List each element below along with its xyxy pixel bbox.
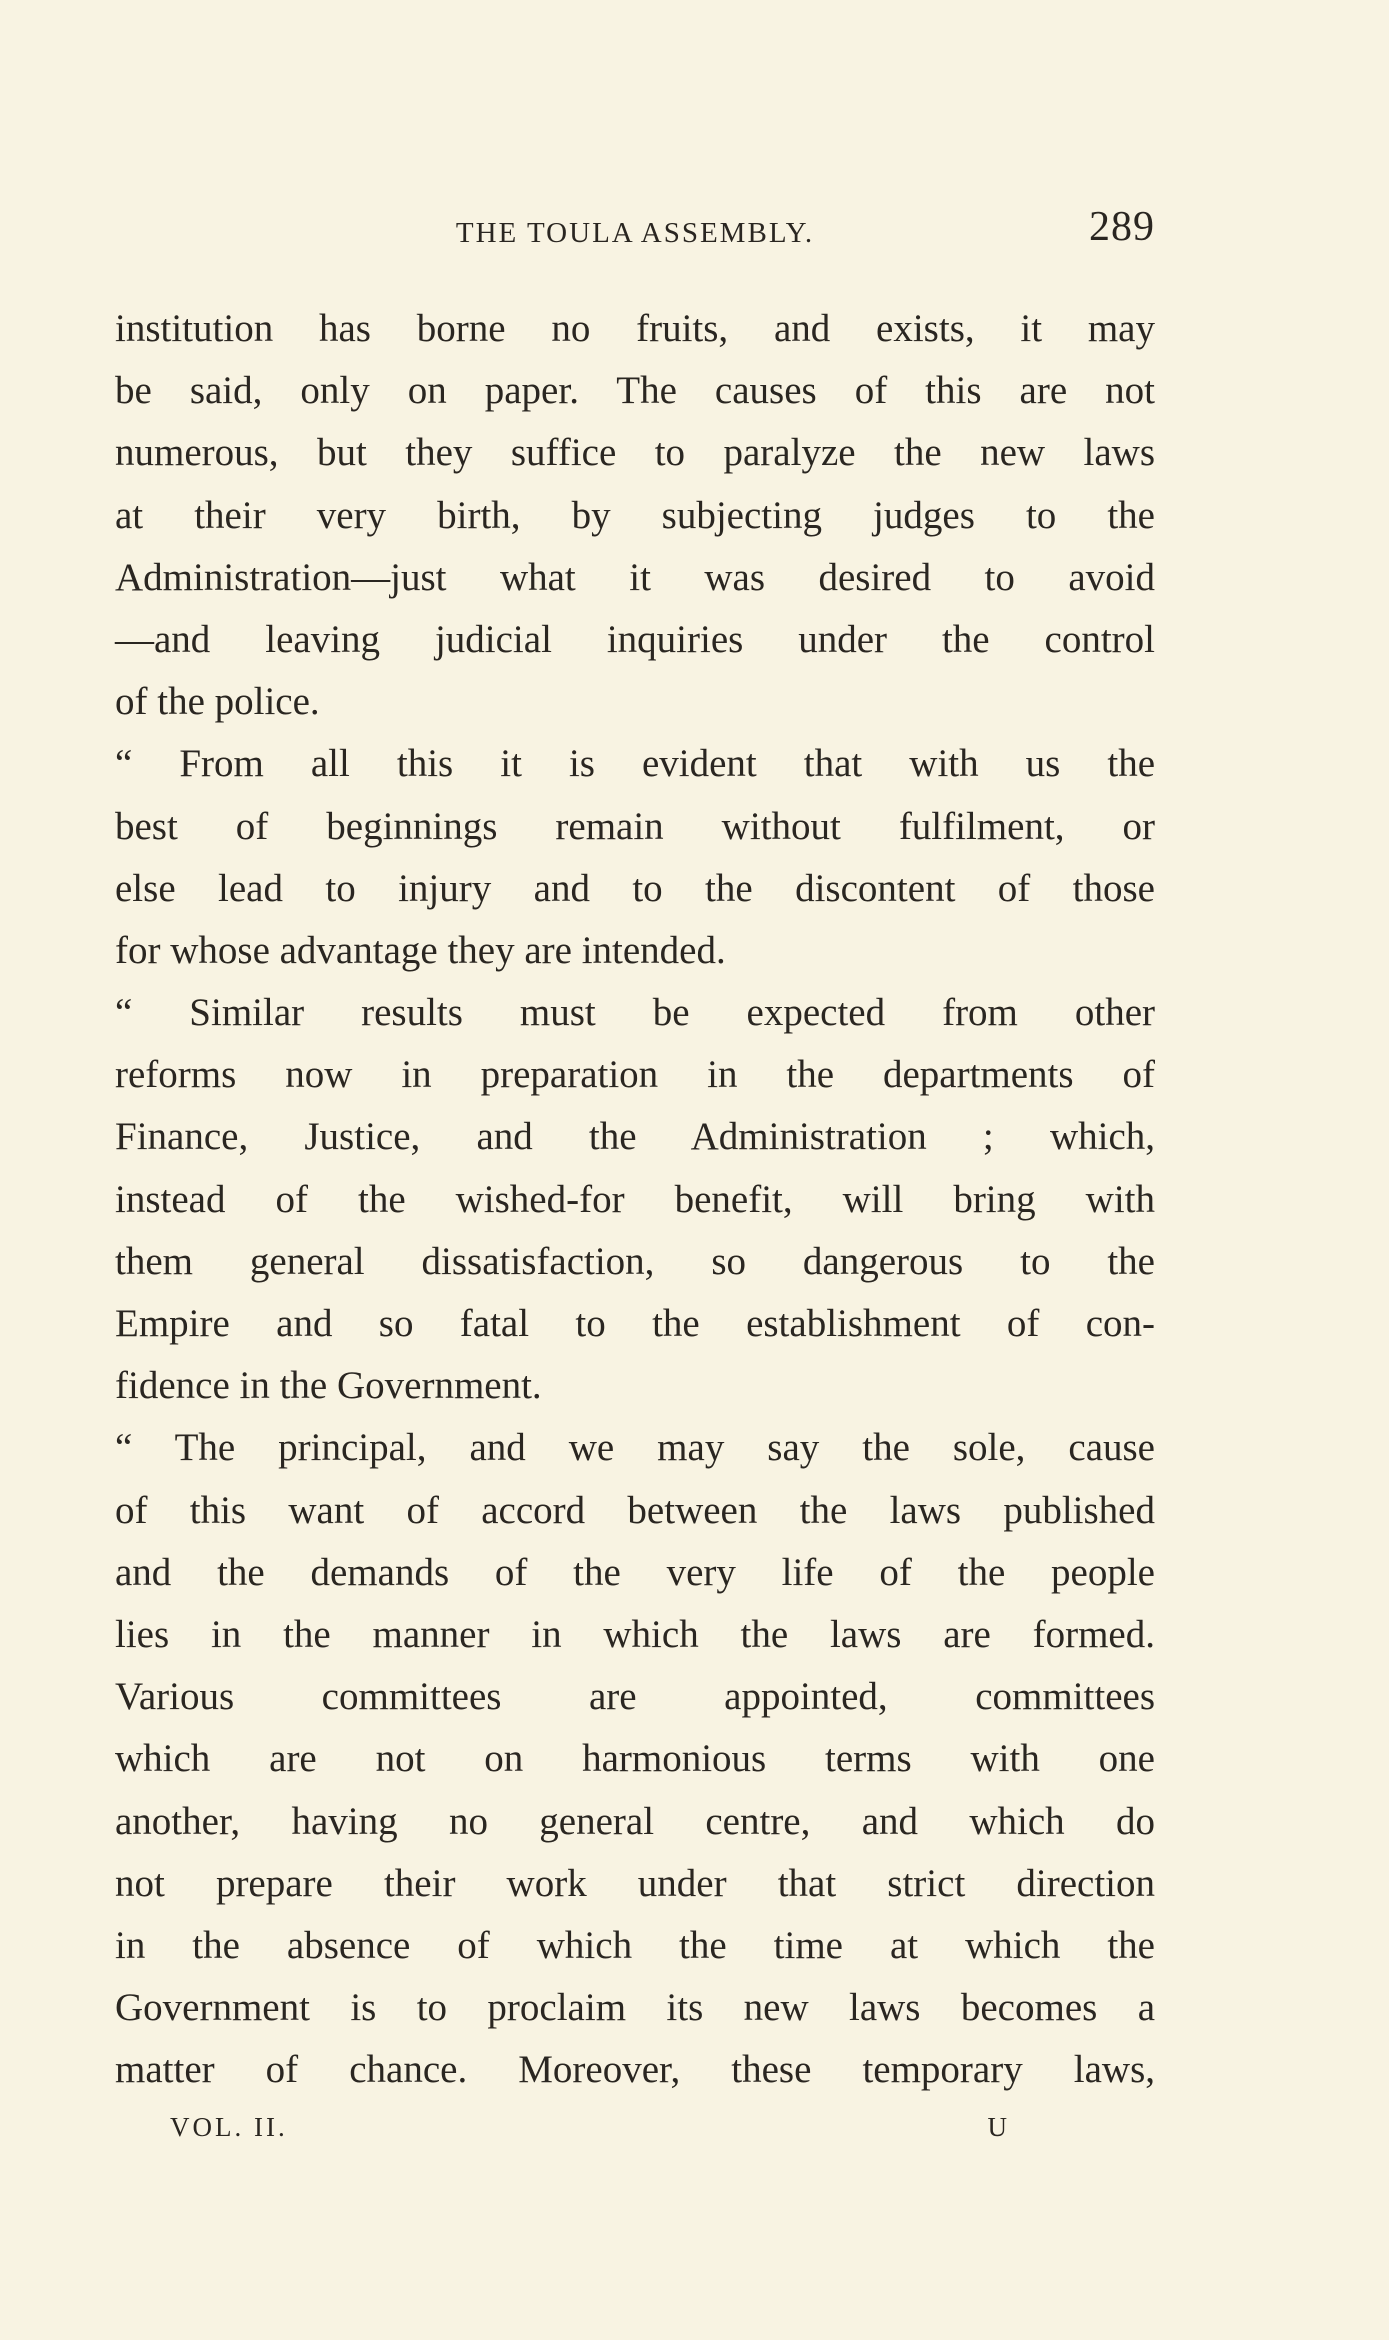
text-line: instead of the wished-for benefit, will bring with <box>115 1177 1155 1221</box>
text-line: institution has borne no fruits, and exists, it may <box>115 307 1155 350</box>
page-footer <box>170 2112 1010 2152</box>
text-line: which are not on harmonious terms with one <box>115 1737 1155 1781</box>
text-line: else lead to injury and to the discontent of those <box>115 866 1155 910</box>
running-head <box>115 203 1155 255</box>
text-line: Various committees are appointed, committees <box>115 1675 1155 1719</box>
text-line: reforms now in preparation in the departments of <box>115 1053 1155 1097</box>
text-line: of this want of accord between the laws published <box>115 1488 1155 1532</box>
text-line: Administration—just what it was desired to avoid <box>115 555 1155 599</box>
text-line: “ From all this it is evident that with us the <box>115 742 1155 786</box>
text-line: numerous, but they suffice to paralyze the new laws <box>115 431 1155 475</box>
text-line: matter of chance. Moreover, these temporary laws, <box>115 2048 1155 2092</box>
text-line: —and leaving judicial inquiries under the control <box>115 617 1155 661</box>
text-line: Government is to proclaim its new laws becomes a <box>115 1986 1155 2030</box>
volume-mark: VOL. II. <box>170 2112 288 2142</box>
text-line: “ Similar results must be expected from other <box>115 991 1155 1035</box>
paragraph-last-line: fidence in the Government. <box>115 1364 542 1408</box>
text-line: be said, only on paper. The causes of this are not <box>115 369 1155 413</box>
text-line: and the demands of the very life of the people <box>115 1550 1155 1594</box>
signature-mark: U <box>987 2112 1010 2142</box>
text-line: them general dissatisfaction, so dangerous to the <box>115 1239 1155 1283</box>
text-line: in the absence of which the time at which the <box>115 1923 1155 1967</box>
text-line: at their very birth, by subjecting judges to the <box>115 493 1155 537</box>
text-line: Finance, Justice, and the Administration ; which, <box>115 1115 1155 1159</box>
text-line: Empire and so fatal to the establishment of con- <box>115 1302 1155 1345</box>
paragraph-last-line: for whose advantage they are intended. <box>115 928 726 972</box>
text-line: best of beginnings remain without fulfilment, or <box>115 804 1155 848</box>
running-title: THE TOULA ASSEMBLY. <box>455 217 815 249</box>
paragraph-last-line: of the police. <box>115 680 320 724</box>
text-line: not prepare their work under that strict direction <box>115 1861 1155 1905</box>
text-line: lies in the manner in which the laws are formed. <box>115 1612 1155 1656</box>
text-line: “ The principal, and we may say the sole, cause <box>115 1426 1155 1470</box>
text-line: another, having no general centre, and which do <box>115 1799 1155 1843</box>
body-text <box>115 298 1155 2101</box>
page-number: 289 <box>1089 204 1155 250</box>
